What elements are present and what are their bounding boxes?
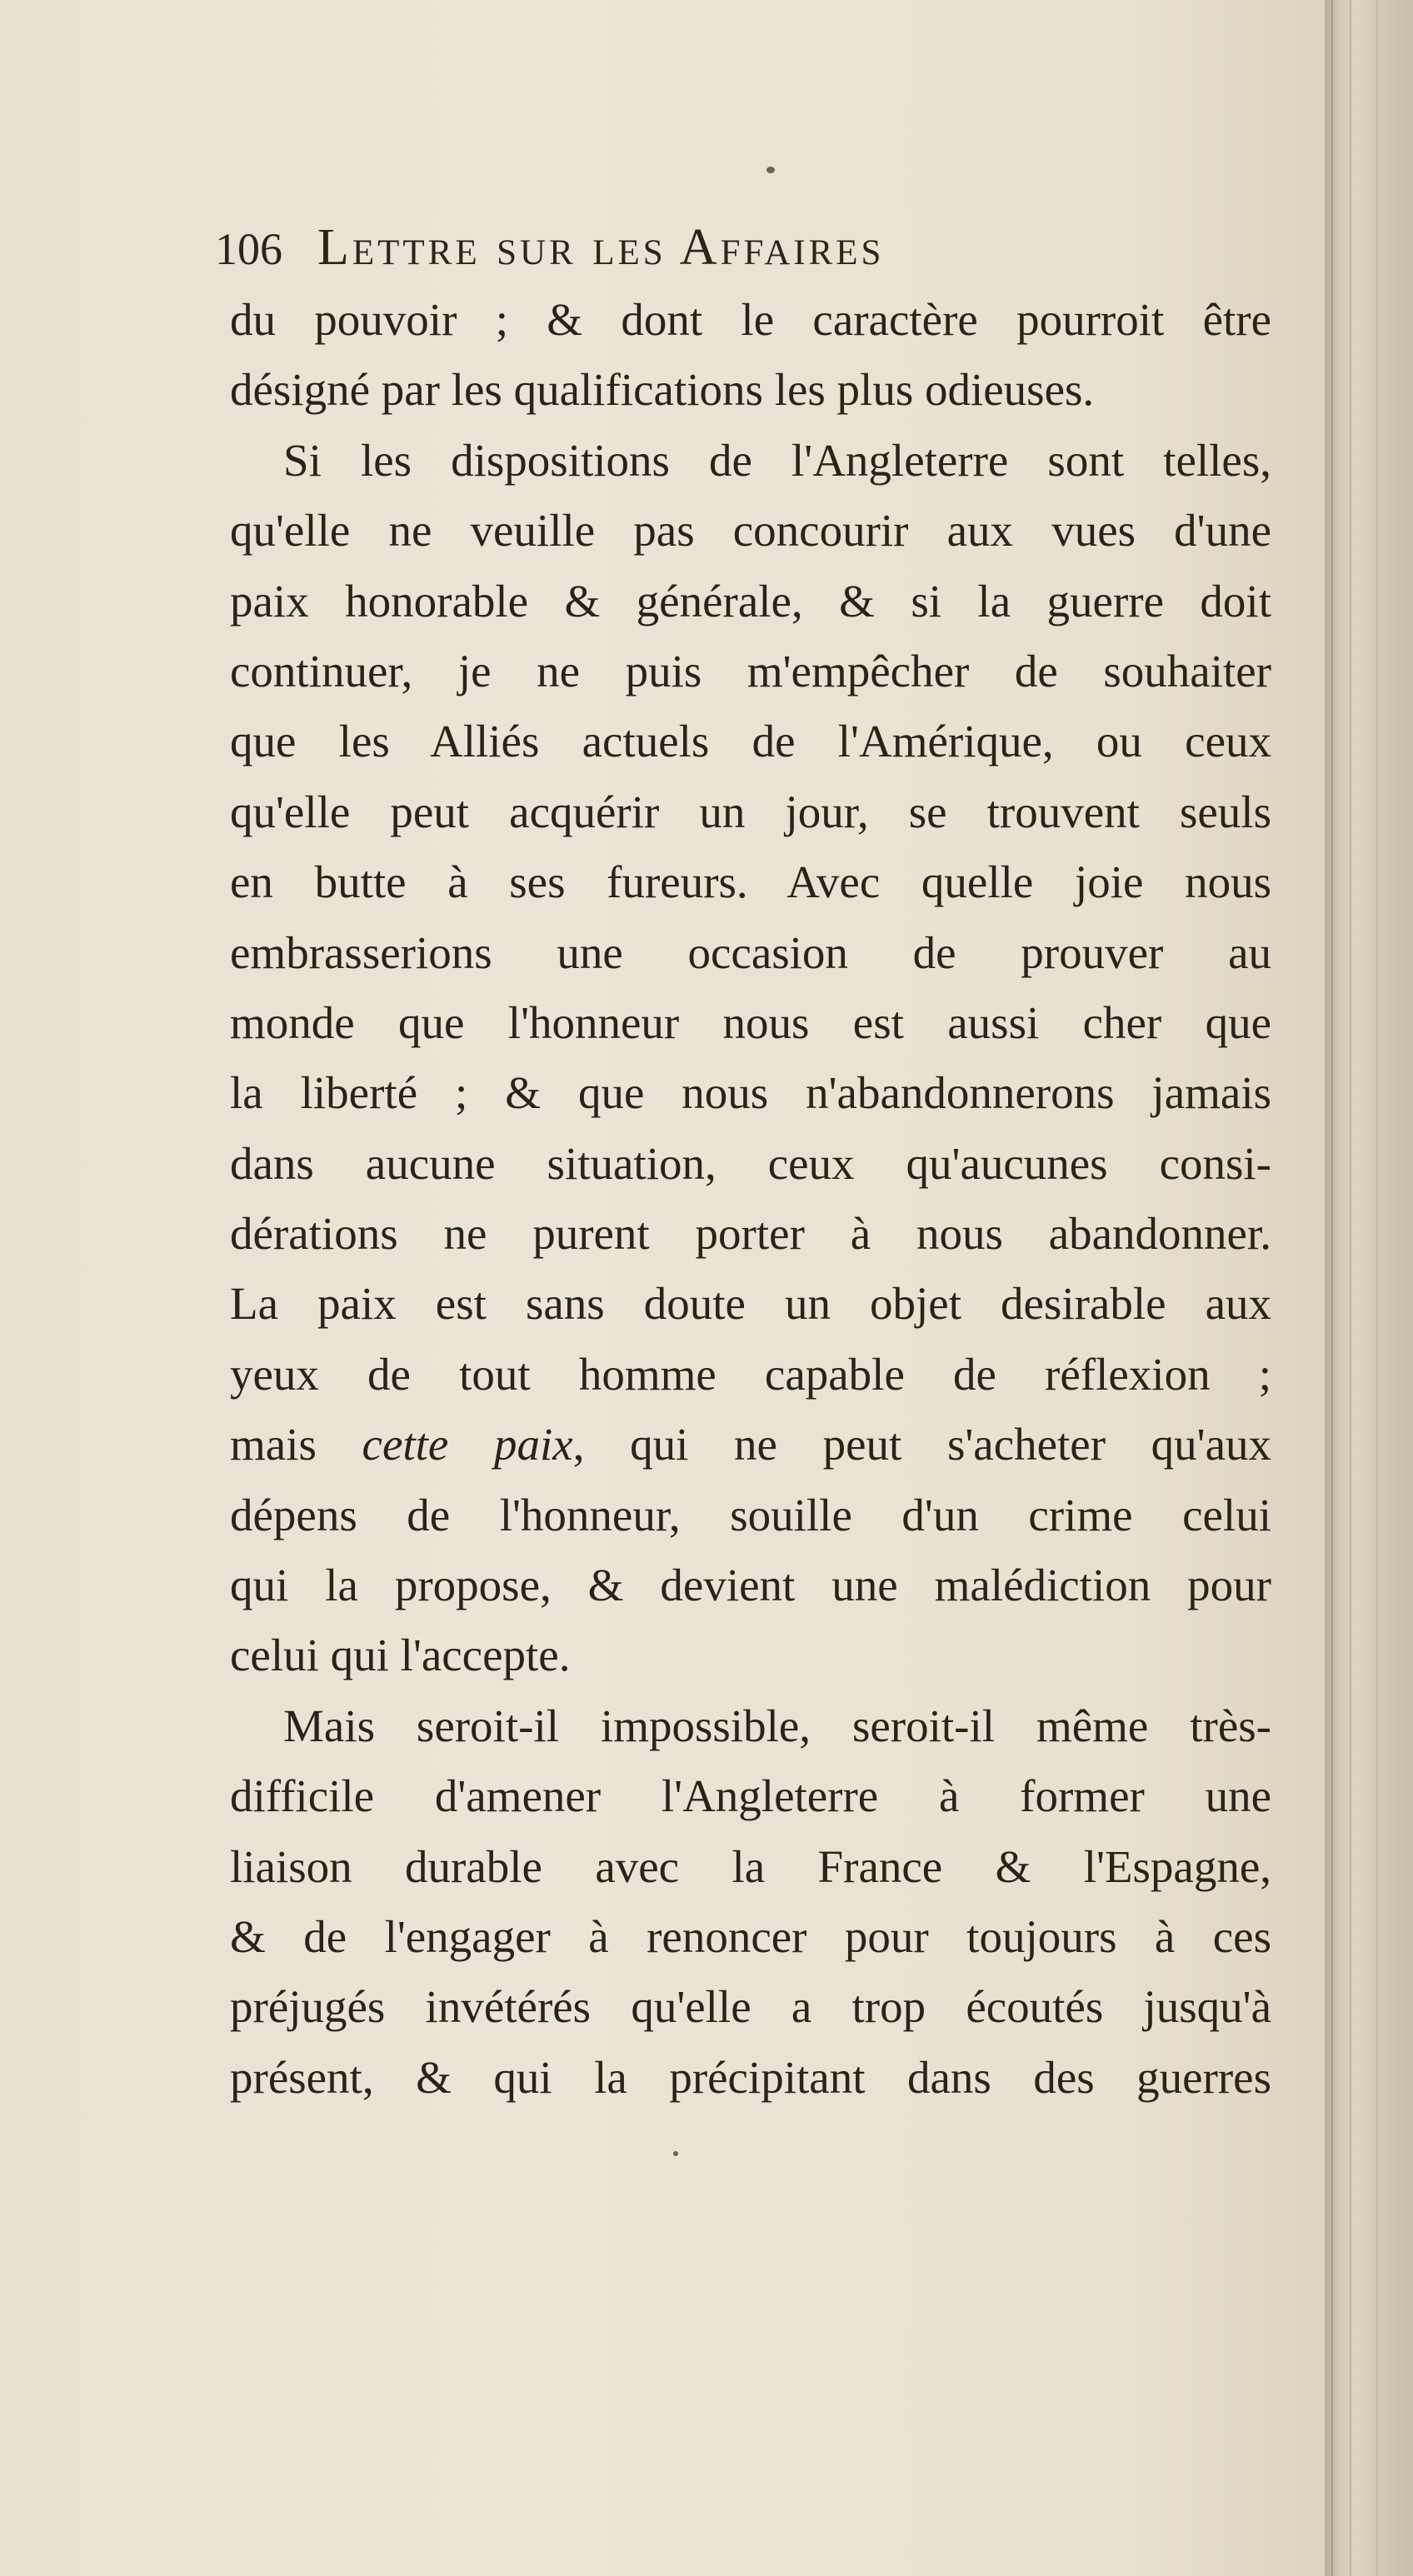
- text-line: qu'elle ne veuille pas concourir aux vues d'une: [230, 505, 1271, 557]
- text-line: Mais seroit-il impossible, seroit-il même très-: [283, 1700, 1271, 1751]
- text-line: qui la propose, & devient une malédiction pour: [230, 1560, 1271, 1611]
- italic-phrase: cette paix: [362, 1419, 573, 1470]
- text-line: Si les dispositions de l'Angleterre sont telles,: [283, 434, 1271, 486]
- text-line: dépens de l'honneur, souille d'un crime celui: [230, 1489, 1271, 1540]
- text-line: en butte à ses fureurs. Avec quelle joie nous: [230, 856, 1271, 908]
- text-line: embrasserions une occasion de prouver au: [230, 926, 1271, 978]
- body-text: [230, 285, 1271, 2113]
- text-line: continuer, je ne puis m'empêcher de souhaiter: [230, 645, 1271, 696]
- text-line: préjugés invétérés qu'elle a trop écoutés jusqu'à: [230, 1981, 1271, 2033]
- text-line: du pouvoir ; & dont le caractère pourroit être: [230, 294, 1271, 345]
- page-fore-edge: [1325, 0, 1413, 2576]
- edge-line: [1350, 0, 1351, 2576]
- text-line: paix honorable & générale, & si la guerre doit: [230, 575, 1271, 627]
- text-line: La paix est sans doute un objet desirable aux: [230, 1278, 1271, 1330]
- text-line: que les Alliés actuels de l'Amérique, ou ceux: [230, 716, 1271, 767]
- running-head: [215, 210, 1181, 285]
- text-line: yeux de tout homme capable de réflexion ;: [230, 1348, 1271, 1400]
- text-line: monde que l'honneur nous est aussi cher que: [230, 996, 1271, 1048]
- page-number: 106: [215, 224, 282, 274]
- text-line: liaison durable avec la France & l'Espagne,: [230, 1840, 1271, 1892]
- text-line: & de l'engager à renoncer pour toujours à ces: [230, 1910, 1271, 1962]
- text-line: difficile d'amener l'Angleterre à former une: [230, 1770, 1271, 1822]
- edge-line: [1376, 0, 1378, 2576]
- text-line: mais cette paix, qui ne peut s'acheter qu'aux: [230, 1419, 1271, 1470]
- text-line: dans aucune situation, ceux qu'aucunes consi-: [230, 1137, 1271, 1189]
- text-line: qu'elle peut acquérir un jour, se trouvent seuls: [230, 786, 1271, 837]
- text-line: celui qui l'accepte.: [230, 1630, 571, 1681]
- text-line: dérations ne purent porter à nous abandonner.: [230, 1208, 1271, 1260]
- text-line: présent, & qui la précipitant dans des guerres: [230, 2051, 1271, 2103]
- paper-speck: [766, 167, 775, 173]
- text-line: la liberté ; & que nous n'abandonnerons jamais: [230, 1067, 1271, 1119]
- text-line: désigné par les qualifications les plus odieuses.: [230, 364, 1095, 416]
- paper-speck: [673, 2151, 678, 2156]
- edge-line: [1331, 0, 1333, 2576]
- running-title: Lettre sur les Affaires: [317, 219, 885, 276]
